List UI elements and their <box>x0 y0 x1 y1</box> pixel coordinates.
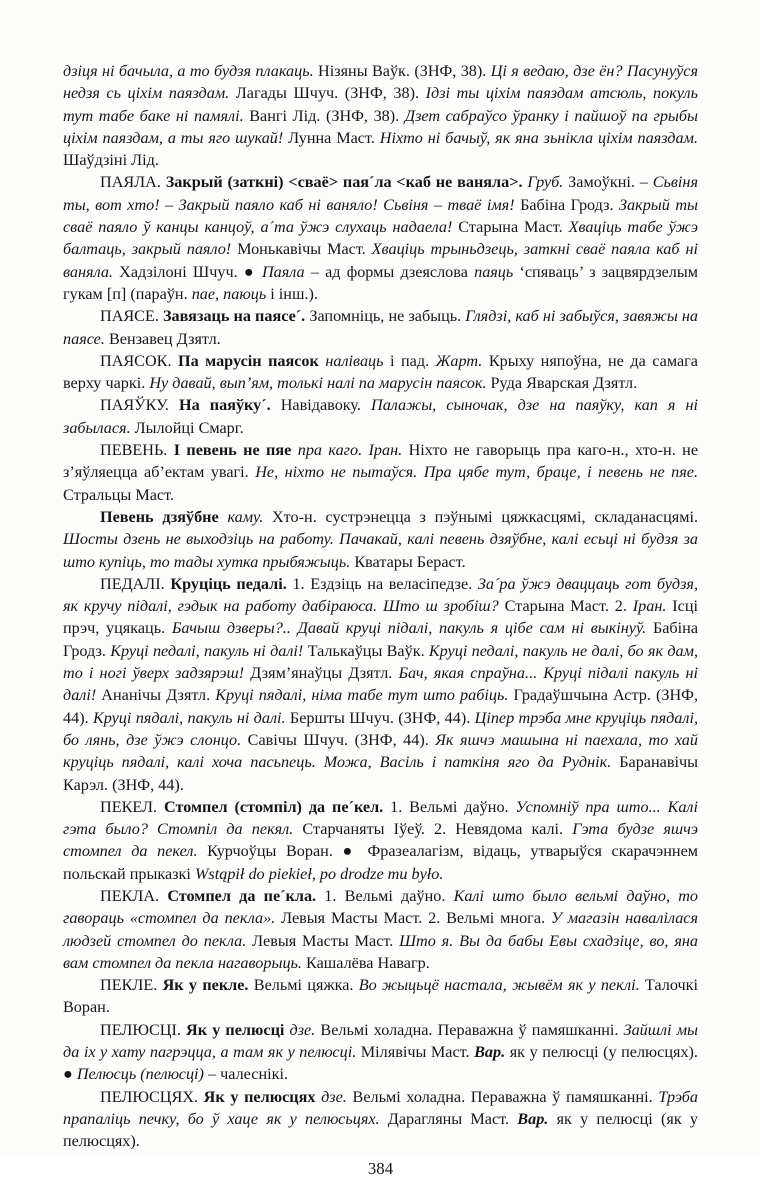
text-segment: Бершты Шчуч. (ЗНФ, 44). <box>285 708 475 727</box>
text-segment: дзе. <box>289 1020 316 1039</box>
text-segment: Замоўкні. <box>563 173 640 192</box>
text-segment: ПЕКЛЕ. <box>100 976 163 995</box>
text-segment: паяць <box>474 262 514 281</box>
text-segment: Закрый ты сваё паяло ў канцы канцоў, а´та ўжэ слухаць надаела! <box>63 195 698 237</box>
text-segment: Ісці прэч, уцякаць. <box>63 597 698 638</box>
text-segment: Ніхто не гаворыць пра каго-н., хто-н. не з’яўляецца аб’ектам увагі. <box>63 441 698 482</box>
text-segment: Навідавоку. <box>270 396 371 415</box>
dictionary-entry-paragraph <box>63 171 698 305</box>
text-segment: – Сьвіня ты, вот хто! – Закрый паяло каб ні ваняло! Сьвіня – тваё імя! <box>63 173 698 214</box>
dictionary-entry-paragraph <box>63 796 698 885</box>
text-segment: Круці пядалі, пакуль ні далі. <box>92 708 286 727</box>
text-segment: Стральцы Маст. <box>63 485 174 504</box>
text-segment: У магазін навалілася людзей стомпел до пекла. <box>63 909 698 950</box>
text-segment: Круціць педалі. <box>170 574 287 593</box>
text-segment: Кашалёва Навагр. <box>301 953 430 972</box>
text-segment: Калі што было вельмі даўно, то гавораць «стомпел да пекла». <box>63 886 698 928</box>
text-segment: Ніхто ні бачыў, як яна зьнікла ціхім паяздам. <box>379 128 698 147</box>
text-segment: Ці я ведаю, дзе ён? Пасунуўся недзя сь ціхім паяздам. <box>63 62 698 103</box>
text-segment: Не, ніхто не пытаўся. Пра цябе тут, браце, і певень не пяе. <box>255 463 698 482</box>
text-segment: Кватары Бераст. <box>350 552 466 571</box>
text-block <box>63 60 698 1153</box>
text-segment: ПАЯСОК. <box>100 351 178 370</box>
text-segment: ПАЯЛА. <box>100 173 166 192</box>
text-segment: Бабіна Гродз. <box>514 195 620 214</box>
text-segment: Жарт. <box>435 351 483 370</box>
text-segment: ‘спяваць’ з зацвярдзелым гукам [п] (параўн. <box>63 262 698 303</box>
text-segment: Градаўшчына Астр. (ЗНФ, 44). <box>63 686 699 727</box>
text-segment: Лунна Маст. <box>283 128 380 147</box>
text-segment: Бачыш дзверы?.. Давай круці підалі, пакуль я цібе сам ні выкінуў. <box>171 619 647 638</box>
text-segment: – ад формы дзеяслова <box>304 262 475 281</box>
text-segment: Паяла <box>261 262 305 281</box>
text-segment: Дарагляны Маст. <box>379 1109 518 1128</box>
text-segment: Хадзілоні Шчуч. ● <box>112 262 262 281</box>
text-segment: Вельмі холадна. Пераважна ў памяшканні. <box>315 1020 624 1039</box>
text-segment: 1. Вельмі даўно. <box>316 886 454 905</box>
text-segment: Па марусін паясок <box>178 351 326 370</box>
text-segment: Савічы Шчуч. (ЗНФ, 44). <box>241 730 436 749</box>
text-segment: Хваціць табе ўжэ балтаць, закрый паяло! <box>63 218 698 259</box>
text-segment: Левыя Масты Маст. <box>246 931 400 950</box>
text-segment: Ціпер трэба мне круціць пядалі, бо лянь, дзе ўжэ слонцо. <box>63 708 698 749</box>
text-segment: ПЕЛЮСЦІ. <box>100 1020 187 1039</box>
text-segment: Монькавічы Маст. <box>231 240 372 259</box>
text-segment: ПЕВЕНЬ. <box>100 441 174 460</box>
text-segment: Вар. <box>517 1109 549 1128</box>
text-segment: Крыху няпоўна, не да самага верху чаркі. <box>63 351 698 393</box>
text-segment: Ананічы Дзятл. <box>96 686 216 705</box>
text-segment: – чалеснікі. <box>203 1065 289 1084</box>
text-segment: Дзям’янаўцы Дзятл. <box>244 664 399 683</box>
text-segment: Іран. <box>632 597 667 616</box>
text-segment: Левыя Масты Маст. 2. Вельмі многа. <box>275 909 551 928</box>
dictionary-entry-paragraph <box>63 60 698 171</box>
text-segment: На паяўку´. <box>179 396 271 415</box>
dictionary-entry-paragraph <box>63 506 698 573</box>
text-segment: Дзет сабраўсо ўранку і пайшоў па грыбы ціхім паяздам, а ты яго шукай! <box>63 106 698 147</box>
text-segment: Як яшчэ машына ні паехала, то хай круціць пядалі, калі хоча пасьпець. Можа, Васіль і паткіня яго да Руднік. <box>63 730 698 772</box>
dictionary-entry-paragraph <box>63 1086 698 1153</box>
text-segment: Wstąpił do piekieł, po drodze mu było. <box>194 864 444 883</box>
dictionary-entry-paragraph <box>63 439 698 506</box>
text-segment: Завязаць на паясе´. <box>163 307 306 326</box>
text-segment: дзіця ні бачыла, а то будзя плакаць. <box>63 62 314 80</box>
dictionary-entry-paragraph <box>63 1019 698 1086</box>
text-segment: і інш.). <box>266 284 318 303</box>
text-segment: Круці пядалі, німа табе тут што рабіць. <box>215 686 509 705</box>
page-number: 384 <box>367 1158 394 1178</box>
dictionary-entry-paragraph <box>63 350 698 395</box>
text-segment: Во жыцьцё настала, жывём як у пеклі. <box>358 976 640 995</box>
text-segment: Закрый (заткні) <сваё> пая´ла <каб не ваняла>. <box>165 173 528 192</box>
text-segment: Нізяны Ваўк. (ЗНФ, 38). <box>313 62 491 80</box>
text-segment: Хто-н. сустрэнецца з пэўнымі цяжкасцямі, складанасцямі. <box>263 507 698 526</box>
text-segment: Вельмі цяжка. <box>248 976 359 995</box>
text-segment: Круці педалі, пакуль не далі, бо як дам, то і ногі ўверх задзярэш! <box>63 641 699 683</box>
text-segment: Старына Маст. <box>452 218 569 237</box>
text-segment: ПЕЛЮСЦЯХ. <box>100 1087 204 1106</box>
dictionary-entry-paragraph <box>63 394 698 439</box>
text-segment: Успомніў пра што... Калі гэта было? Стомпіл да пекял. <box>63 797 698 839</box>
dictionary-entry-paragraph <box>63 974 698 1019</box>
text-segment: Талькаўцы Ваўк. <box>303 641 429 660</box>
text-segment: ПЕКЕЛ. <box>100 797 164 816</box>
text-segment: Стомпел да пе´кла. <box>167 886 317 905</box>
text-segment: Запомніць, не забыць. <box>305 307 466 326</box>
text-segment: пра каго. Іран. <box>297 441 403 460</box>
text-segment: пае, паюць <box>191 284 267 303</box>
text-segment: Трэба прапаліць печку, бо ў хаце як у пелюсьцях. <box>63 1087 698 1128</box>
text-segment: наліваць <box>325 351 384 370</box>
text-segment: Певень дзяўбне <box>100 507 228 526</box>
text-segment: Шаўдзіні Лід. <box>63 151 159 170</box>
text-segment: Стомпел (стомпіл) да пе´кел. <box>164 797 384 816</box>
text-segment: Пелюсць (пелюсці) <box>76 1065 204 1084</box>
text-segment: Лагады Шчуч. (ЗНФ, 38). <box>229 84 426 103</box>
dictionary-entry-paragraph <box>63 885 698 974</box>
text-segment: Ну давай, вып’ям, толькі налі па марусін паясок. <box>149 374 487 393</box>
text-segment: Вангі Лід. (ЗНФ, 38). <box>243 106 405 125</box>
text-segment: 1. Вельмі даўно. <box>383 797 516 816</box>
text-segment: каму. <box>227 507 264 526</box>
text-segment: Вензавец Дзятл. <box>104 329 221 348</box>
text-segment: Як у пелюсцях <box>203 1087 322 1106</box>
text-segment: 1. Ездзіць на веласіпедзе. <box>286 574 478 593</box>
text-segment: дзе. <box>321 1087 347 1106</box>
text-segment: Курчоўцы Воран. ● Фразеалагізм, відаць, утварыўся скарачэннем польскай прыказкі <box>63 842 698 883</box>
text-segment: Вельмі холадна. Пераважна ў памяшканні. <box>346 1087 659 1106</box>
text-segment: Глядзі, каб ні забыўся, завяжы на паясе. <box>63 307 699 348</box>
text-segment: Палажы, сыночак, дзе на паяўку, кап я ні забылася. <box>63 396 698 437</box>
text-segment: ПЕКЛА. <box>100 886 168 905</box>
text-segment: Руда Яварская Дзятл. <box>486 374 638 393</box>
text-segment: як у пелюсці (як у пелюсцях). <box>63 1109 698 1151</box>
text-segment: Талочкі Воран. <box>63 976 698 1017</box>
text-segment: Хваціць трыньдзець, заткні сваё паяла каб ні ваняла. <box>63 240 698 281</box>
text-segment: Круці педалі, пакуль ні далі! <box>110 641 304 660</box>
text-segment: Мілявічы Маст. <box>356 1043 475 1062</box>
text-segment: Лылойці Смарг. <box>130 418 244 437</box>
text-segment: Бабіна Гродз. <box>63 619 699 660</box>
text-segment: Шосты дзень не выходзіць на работу. Пачакай, калі певень дзяўбне, калі есьці ні будзя за што купіць, то тады хутка прыбяжыць. <box>63 530 698 571</box>
dictionary-entry-paragraph <box>63 305 698 350</box>
text-segment: як у пелюсці (у пелюсцях). ● <box>63 1043 698 1084</box>
text-segment: Баранавічы Карэл. (ЗНФ, 44). <box>63 753 698 794</box>
text-segment: ПАЯСЕ. <box>100 307 164 326</box>
text-segment: Вар. <box>474 1043 506 1062</box>
text-segment: Гэта будзе яшчэ стомпел да пекел. <box>63 820 698 861</box>
dictionary-entry-paragraph <box>63 573 698 796</box>
text-segment: Як у пекле. <box>162 976 249 995</box>
text-segment: ПАЯЎКУ. <box>100 396 180 415</box>
text-segment: За´ра ўжэ дваццаць гот будзя, як кручу підалі, гэдык на работу дабіраюса. Што ш зробіш? <box>63 574 698 616</box>
text-segment: і пад. <box>383 351 436 370</box>
text-segment: Груб. <box>527 173 564 192</box>
text-segment: Што я. Вы да бабы Евы схадзіце, во, яна вам стомпел да пекла нагаворыць. <box>63 931 698 972</box>
text-segment: Бач, якая спраўна... Круці підалі пакуль ні далі! <box>63 664 698 705</box>
text-segment: Як у пелюсці <box>186 1020 290 1039</box>
text-segment: Старына Маст. 2. <box>498 597 633 616</box>
text-segment: ПЕДАЛІ. <box>100 574 171 593</box>
text-segment: І певень не пяе <box>173 441 298 460</box>
text-segment: Зайшлі мы да іх у хату пагрэцца, а там як у пелюсці. <box>63 1020 698 1062</box>
text-segment: Старчаняты Іўеў. 2. Невядома калі. <box>293 820 573 839</box>
text-segment: Ідзі ты ціхім паяздам атсюль, покуль тут табе баке ні памялі. <box>63 84 698 125</box>
